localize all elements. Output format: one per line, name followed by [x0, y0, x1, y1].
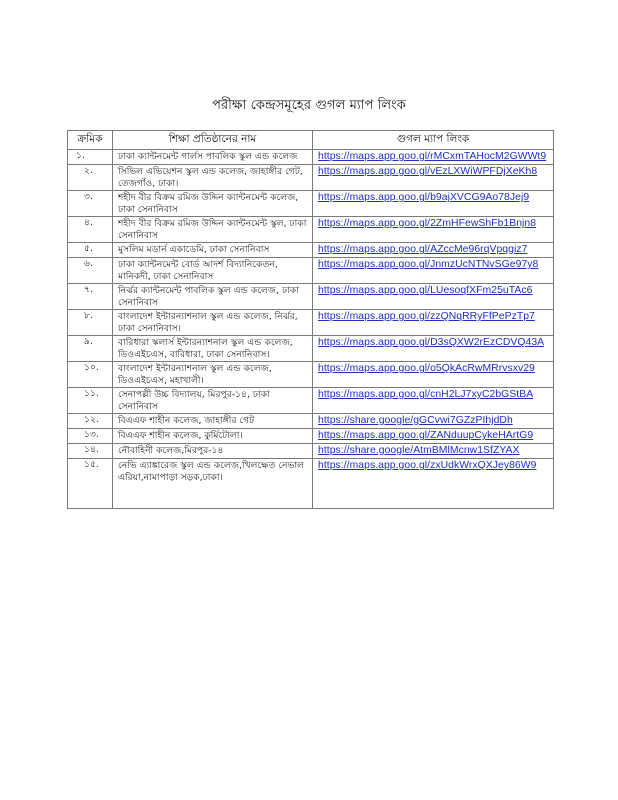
table-row: [68, 388, 554, 414]
table-row: [68, 191, 554, 217]
table-row: [68, 444, 554, 459]
serial-cell: ৪.: [68, 217, 113, 243]
header-institution-name: শিক্ষা প্রতিষ্ঠানের নাম: [113, 131, 313, 150]
table-row: [68, 429, 554, 444]
institution-name-cell: বিএএফ শাহীন কলেজ, কুর্মিটোলা।: [113, 429, 313, 444]
institution-name-cell: নির্ঝর ক্যান্টনমেন্ট পাবলিক স্কুল এন্ড কলেজ, ঢাকা সেনানিবাস: [113, 284, 313, 310]
institution-name-cell: নৌবাহিনী কলেজ,মিরপুর-১৪: [113, 444, 313, 459]
table-row: [68, 362, 554, 388]
map-link[interactable]: https://maps.app.goo.gl/JnmzUcNTNvSGe97y8: [318, 259, 539, 270]
serial-cell: ৬.: [68, 258, 113, 284]
map-link[interactable]: https://maps.app.goo.gl/D3sQXW2rEzCDVQ43A: [318, 337, 545, 348]
map-link[interactable]: https://share.google/gGCvwi7GZzPIhjdDh: [318, 415, 513, 426]
serial-cell: ২.: [68, 165, 113, 191]
table-row: [68, 150, 554, 165]
institution-name-cell: শহীদ বীর বিক্রম রমিজ উদ্দিন ক্যান্টনমেন্ট স্কুল, ঢাকা সেনানিবাস: [113, 217, 313, 243]
serial-cell: ১১.: [68, 388, 113, 414]
serial-cell: ১৪.: [68, 444, 113, 459]
map-link[interactable]: https://maps.app.goo.gl/o5QkAcRwMRrvsxv29: [318, 363, 535, 374]
table-row: [68, 414, 554, 429]
institution-name-cell: বিএএফ শাহীন কলেজ, জাহাঙ্গীর গেট: [113, 414, 313, 429]
map-link[interactable]: https://maps.app.goo.gl/cnH2LJ7xyC2bGStBA: [318, 389, 534, 400]
header-map-link: গুগল ম্যাপ লিংক: [313, 131, 554, 150]
institution-name-cell: শহীদ বীর বিক্রম রমিজ উদ্দিন ক্যান্টনমেন্ট কলেজ, ঢাকা সেনানিবাস: [113, 191, 313, 217]
serial-cell: ৭.: [68, 284, 113, 310]
table-row: [68, 243, 554, 258]
serial-cell: ৩.: [68, 191, 113, 217]
institution-name-cell: বাংলাদেশ ইন্টারন্যাশনাল স্কুল এন্ড কলেজ, নির্ঝর, ঢাকা সেনানিবাস।: [113, 310, 313, 336]
institution-name-cell: নেভি এ্যাঙ্কারেজ স্কুল এন্ড কলেজ,খিলক্ষেত নেভাল এরিয়া,নামাপাড়া সড়ক,ঢাকা।: [113, 459, 313, 509]
institution-name-cell: ঢাকা ক্যান্টনমেন্ট গার্লস পাবলিক স্কুল এন্ড কলেজ: [113, 150, 313, 165]
table-row: [68, 165, 554, 191]
serial-cell: ৮.: [68, 310, 113, 336]
institution-name-cell: ঢাকা ক্যান্টনমেন্ট বোর্ড আদর্শ বিদ্যানিকেতন, মানিকদী, ঢাকা সেনানিবাস: [113, 258, 313, 284]
institution-name-cell: সেনাপল্লী উচ্চ বিদ্যালয়, মিরপুর-১৪, ঢাকা সেনানিবাস: [113, 388, 313, 414]
serial-cell: ৯.: [68, 336, 113, 362]
map-link[interactable]: https://maps.app.goo.gl/2ZmHFewShFb1Bnjn8: [318, 218, 537, 229]
institution-name-cell: বাংলাদেশ ইন্টারন্যাশনাল স্কুল এন্ড কলেজ, ডিওএইচএস, মহাখালী।: [113, 362, 313, 388]
map-link[interactable]: https://maps.app.goo.gl/rMCxmTAHocM2GWWt9: [318, 151, 547, 162]
serial-cell: ১৩.: [68, 429, 113, 444]
map-link[interactable]: https://maps.app.goo.gl/b9ajXVCG9Ao78Jej9: [318, 192, 530, 203]
table-row: [68, 459, 554, 509]
page-title: পরীক্ষা কেন্দ্রসমূহের গুগল ম্যাপ লিংক: [212, 98, 406, 113]
table-row: [68, 284, 554, 310]
table-row: [68, 217, 554, 243]
serial-cell: ১০.: [68, 362, 113, 388]
map-link[interactable]: https://maps.app.goo.gl/LUesoqfXFm25uTAc6: [318, 285, 533, 296]
serial-cell: ১২.: [68, 414, 113, 429]
map-link[interactable]: https://share.google/AtmBMlMcnw1SfZYAX: [318, 445, 520, 456]
map-link[interactable]: https://maps.app.goo.gl/zxUdkWrxQXJey86W9: [318, 460, 537, 471]
table-row: [68, 336, 554, 362]
map-link[interactable]: https://maps.app.goo.gl/AZccMe96rqVpqgiz7: [318, 244, 528, 255]
table-row: [68, 258, 554, 284]
institution-name-cell: বারিধারা স্কলার্স ইন্টারন্যাশনাল স্কুল এন্ড কলেজ, ডিওএইচএস, বারিধারা, ঢাকা সেনানিবাস।: [113, 336, 313, 362]
table-header-row: [68, 131, 554, 150]
serial-cell: ১.: [68, 150, 113, 165]
map-link[interactable]: https://maps.app.goo.gl/vEzLXWiWPFDjXeKh8: [318, 166, 538, 177]
header-serial: ক্রমিক: [68, 131, 113, 150]
serial-cell: ১৫.: [68, 459, 113, 509]
exam-centers-table: [67, 130, 554, 509]
institution-name-cell: মুসলিম মডার্ন একাডেমি, ঢাকা সেনানিবাস: [113, 243, 313, 258]
serial-cell: ৫.: [68, 243, 113, 258]
institution-name-cell: সিভিল এভিয়েশন স্কুল এন্ড কলেজ, জাহাঙ্গীর গেট, তেজগাঁও, ঢাকা।: [113, 165, 313, 191]
table-row: [68, 310, 554, 336]
map-link[interactable]: https://maps.app.goo.gl/ZANduupCykeHArtG9: [318, 430, 534, 441]
map-link[interactable]: https://maps.app.goo.gl/zzQNqRRyFfPePzTp7: [318, 311, 535, 322]
